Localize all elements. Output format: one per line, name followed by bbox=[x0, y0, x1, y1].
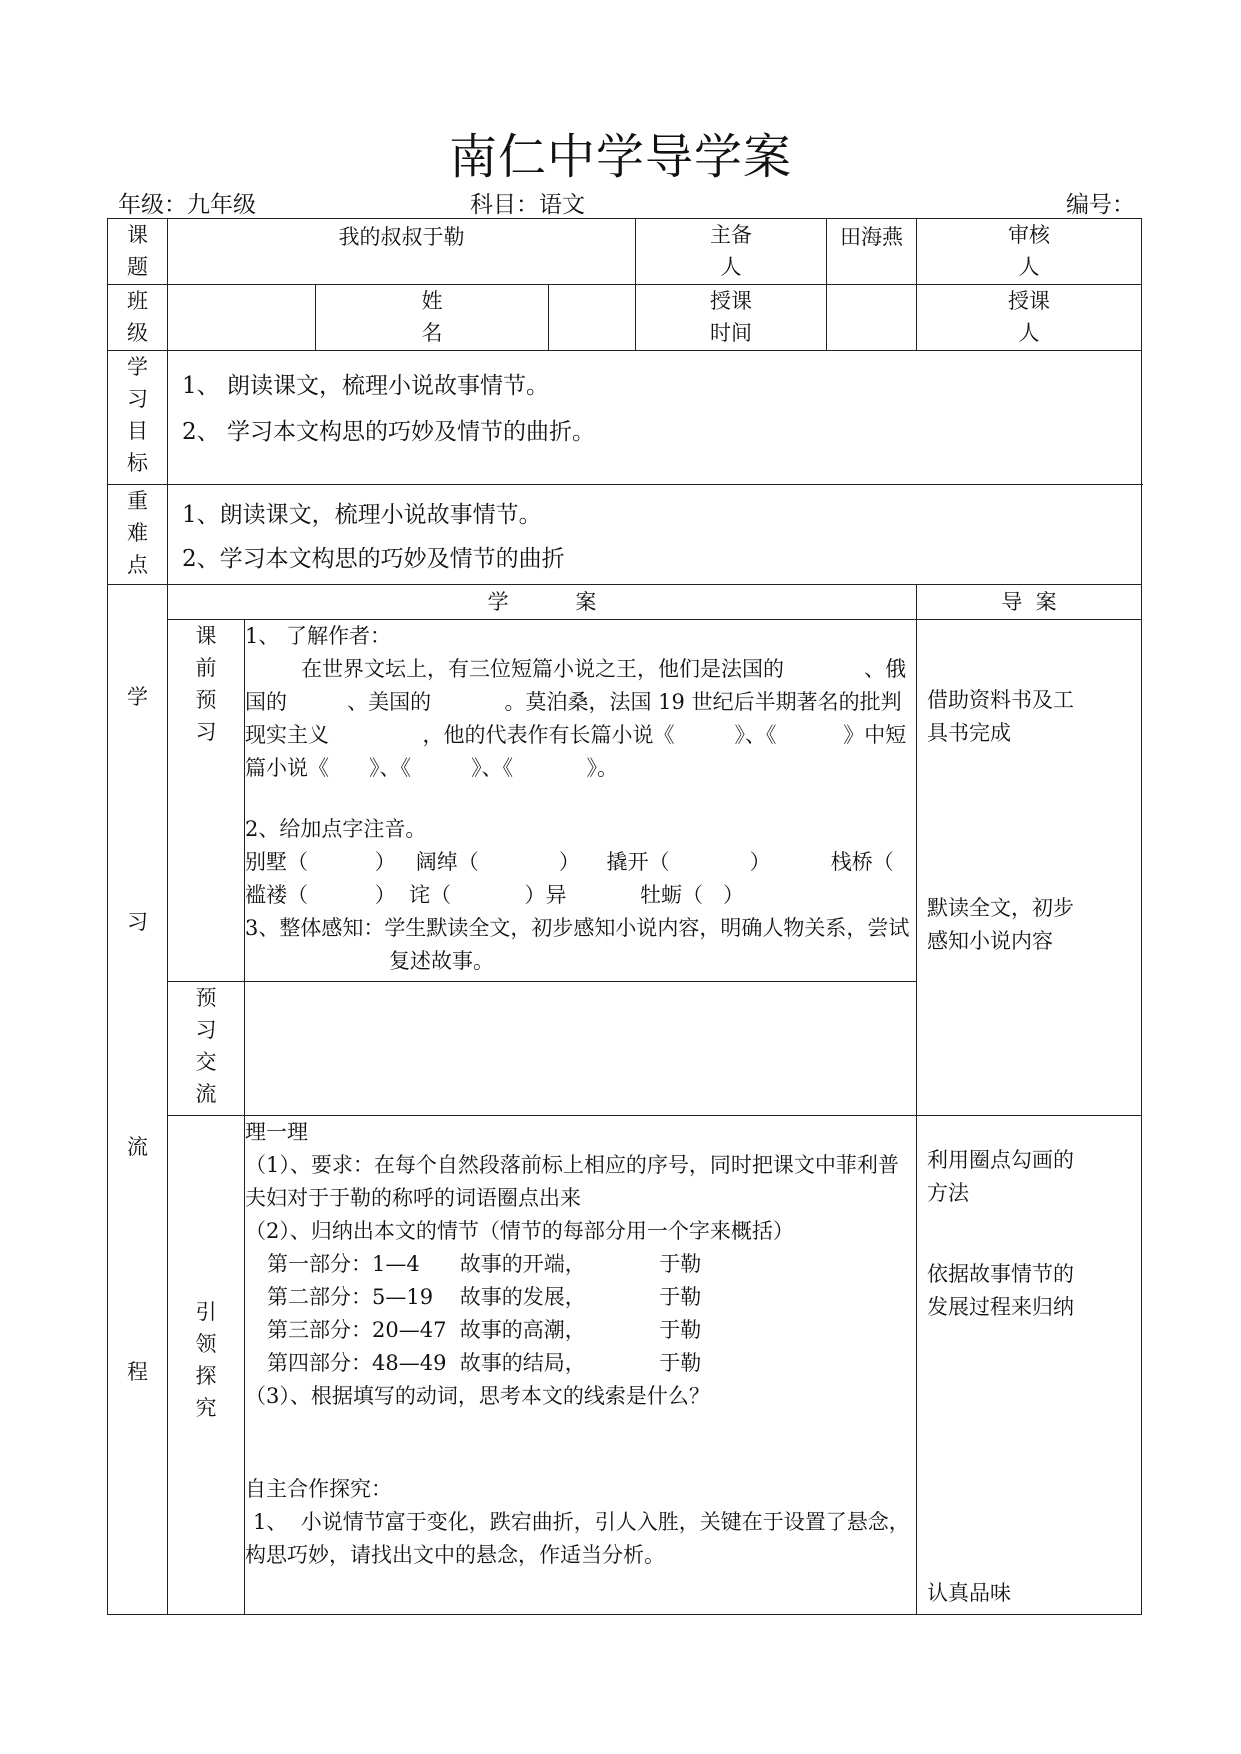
text-line: 国的 、美国的 。莫泊桑，法国 19 世纪后半期著名的批判 bbox=[245, 690, 902, 714]
text-line: 第三部分：20—47 故事的高潮， 于勒 bbox=[267, 1318, 702, 1342]
grade-label: 年级：九年级 bbox=[118, 192, 256, 218]
text-line: （2）、归纳出本文的情节（情节的每部分用一个字来概括） bbox=[245, 1219, 794, 1243]
text-line: 理一理 bbox=[245, 1120, 308, 1144]
name-value bbox=[549, 285, 636, 351]
key-point-item: 1、朗读课文，梳理小说故事情节。 bbox=[182, 502, 542, 528]
text-line: 构思巧妙，请找出文中的悬念，作适当分析。 bbox=[245, 1543, 665, 1567]
exchange-label-cell: 预 习 交 流 bbox=[168, 982, 245, 1116]
time-value bbox=[827, 285, 917, 351]
topic-value: 我的叔叔于勒 bbox=[168, 219, 636, 285]
text-line: 别墅（ ） 阔绰（ ） 撬开（ ） 栈桥（ bbox=[245, 850, 894, 874]
key-points-row bbox=[108, 485, 1142, 585]
guide-text: 依据故事情节的 bbox=[927, 1262, 1074, 1286]
text-line: 3、整体感知：学生默读全文，初步感知小说内容，明确人物关系，尝试 bbox=[245, 916, 910, 940]
guide-text: 默读全文，初步 bbox=[927, 896, 1074, 920]
class-label-cell: 班 级 bbox=[108, 285, 168, 351]
explore-label-cell: 引 领 探 究 bbox=[168, 1116, 245, 1615]
explore-guide-cell bbox=[917, 1116, 1142, 1615]
topic-label-cell: 课 题 bbox=[108, 219, 168, 285]
text-line: 第二部分：5—19 故事的发展， 于勒 bbox=[267, 1285, 702, 1309]
text-line: 第四部分：48—49 故事的结局， 于勒 bbox=[267, 1351, 702, 1375]
preview-label-cell: 课 前 预 习 bbox=[168, 620, 245, 982]
guide-text: 感知小说内容 bbox=[927, 929, 1053, 953]
key-points-content bbox=[168, 485, 1142, 585]
text-line: （1）、要求：在每个自然段落前标上相应的序号，同时把课文中菲利普 bbox=[245, 1153, 899, 1177]
text-line: 1、 小说情节富于变化，跌宕曲折，引人入胜，关键在于设置了悬念， bbox=[253, 1510, 910, 1534]
teacher-label-cell: 授课 人 bbox=[917, 285, 1142, 351]
guide-text: 发展过程来归纳 bbox=[927, 1295, 1074, 1319]
text-line: 夫妇对于于勒的称呼的词语圈点出来 bbox=[245, 1186, 581, 1210]
goals-label-cell: 学 习 目 标 bbox=[108, 351, 168, 485]
name-label-cell: 姓 名 bbox=[316, 285, 549, 351]
class-row bbox=[108, 285, 1142, 351]
flow-label-cell: 学 习 流 程 bbox=[108, 585, 168, 1615]
preview-guide-cell bbox=[917, 620, 1142, 1116]
preview-content bbox=[245, 620, 917, 982]
guide-text: 利用圈点勾画的 bbox=[927, 1148, 1074, 1172]
text-line: 在世界文坛上，有三位短篇小说之王，他们是法国的 、俄 bbox=[301, 657, 907, 681]
key-points-label-cell: 重 难 点 bbox=[108, 485, 168, 585]
text-line: 自主合作探究： bbox=[245, 1477, 392, 1501]
text-line: 复述故事。 bbox=[389, 949, 494, 973]
page-title: 南仁中学导学案 bbox=[448, 129, 792, 185]
text-line: （3）、根据填写的动词，思考本文的线索是什么？ bbox=[245, 1384, 710, 1408]
topic-row bbox=[108, 219, 1142, 285]
number-label: 编号： bbox=[1066, 192, 1135, 218]
dao-an-header: 导 案 bbox=[917, 585, 1142, 620]
subject-label: 科目：语文 bbox=[470, 192, 585, 218]
guide-text: 认真品味 bbox=[927, 1581, 1011, 1605]
preview-row bbox=[108, 620, 1142, 982]
time-label-cell: 授课 时间 bbox=[636, 285, 827, 351]
goal-item: 1、 朗读课文，梳理小说故事情节。 bbox=[182, 373, 549, 399]
text-line: 篇小说《 》、《 》、《 》。 bbox=[245, 756, 619, 780]
xue-an-header: 学 案 bbox=[168, 585, 917, 620]
text-line: 现实主义 ，他的代表作有长篇小说《 》、《 》中短 bbox=[245, 723, 907, 747]
text-line: 第一部分：1—4 故事的开端， 于勒 bbox=[267, 1252, 702, 1276]
goal-item: 2、 学习本文构思的巧妙及情节的曲折。 bbox=[182, 419, 595, 445]
flow-header-row bbox=[108, 585, 1142, 620]
exchange-content bbox=[245, 982, 917, 1116]
class-value bbox=[168, 285, 316, 351]
text-line: 2、给加点字注音。 bbox=[245, 817, 427, 841]
guide-text: 具书完成 bbox=[927, 721, 1011, 745]
reviewer-label-cell: 审核 人 bbox=[917, 219, 1142, 285]
goals-content bbox=[168, 351, 1142, 485]
explore-content bbox=[245, 1116, 917, 1615]
guide-text: 借助资料书及工 bbox=[927, 688, 1074, 712]
guide-text: 方法 bbox=[927, 1181, 969, 1205]
key-point-item: 2、学习本文构思的巧妙及情节的曲折 bbox=[182, 546, 565, 572]
text-line: 褴褛（ ） 诧（ ）异 牡蛎（ ） bbox=[245, 883, 744, 907]
author-label-cell: 主备 人 bbox=[636, 219, 827, 285]
explore-row bbox=[108, 1116, 1142, 1615]
text-line: 1、 了解作者： bbox=[245, 624, 392, 648]
author-value: 田海燕 bbox=[827, 219, 917, 285]
lesson-plan-table bbox=[107, 218, 1142, 1615]
goals-row bbox=[108, 351, 1142, 485]
